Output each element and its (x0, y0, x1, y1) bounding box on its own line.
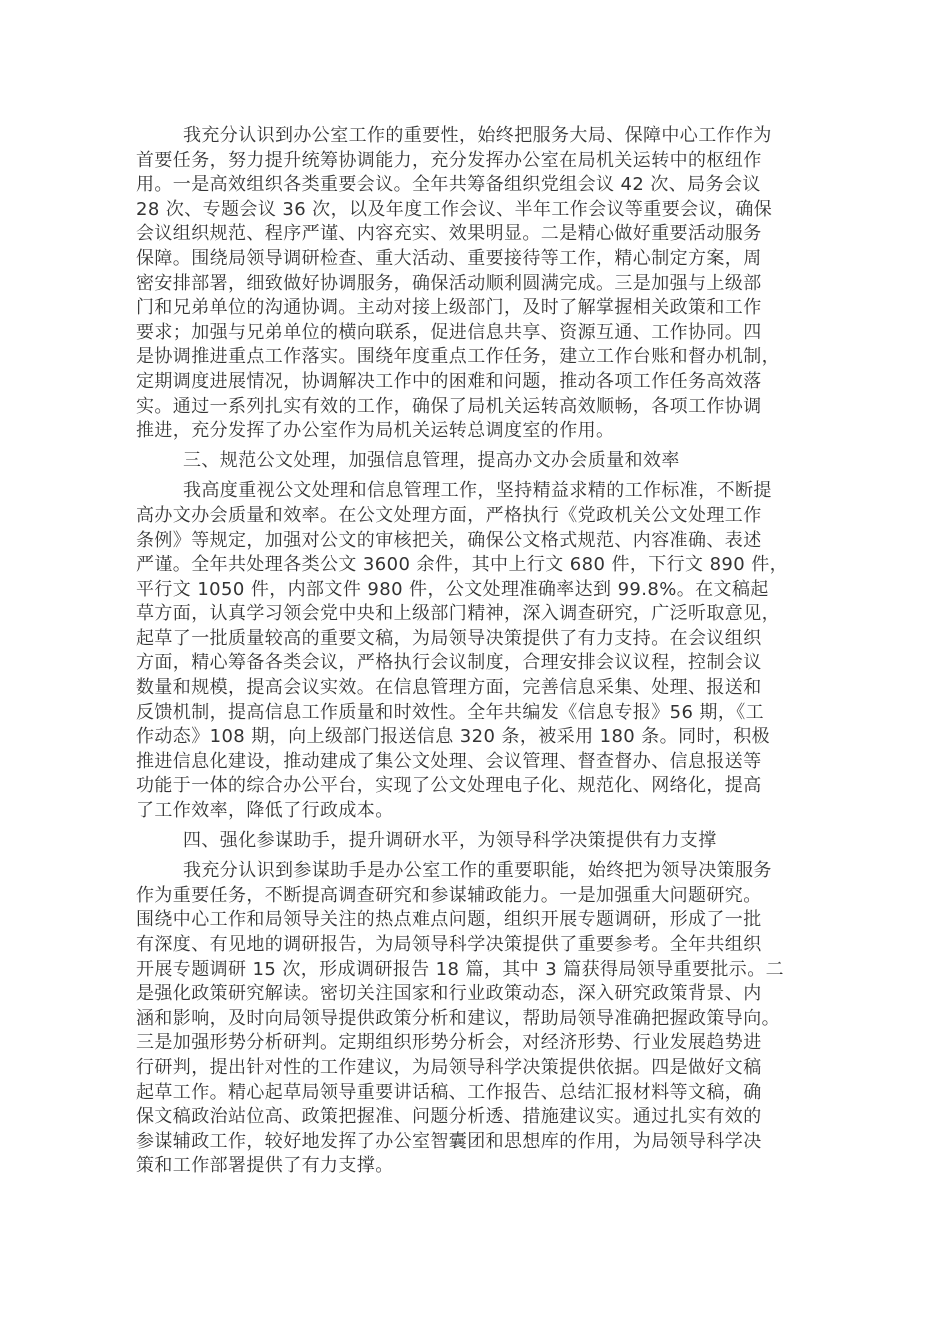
text-line: 反馈机制，提高信息工作质量和时效性。全年共编发《信息专报》56 期，《工 (136, 701, 765, 723)
text-line: 功能于一体的综合办公平台，实现了公文处理电子化、规范化、网络化，提高 (136, 775, 762, 797)
text-line: 保文稿政治站位高、政策把握准、问题分析透、措施建议实。通过扎实有效的 (136, 1106, 762, 1128)
text-line: 是强化政策研究解读。密切关注国家和行业政策动态，深入研究政策背景、内 (136, 983, 762, 1005)
heading-text: 三、规范公文处理，加强信息管理，提高办文办会质量和效率 (183, 450, 680, 472)
text-line: 我充分认识到办公室工作的重要性，始终把服务大局、保障中心工作作为 (183, 125, 772, 146)
text-line: 围绕中心工作和局领导关注的热点难点问题，组织开展专题调研，形成了一批 (136, 909, 762, 931)
text-line: 作为重要任务，不断提高调查研究和参谋辅政能力。一是加强重大问题研究。 (136, 884, 762, 906)
text-line: 要求；加强与兄弟单位的横向联系，促进信息共享、资源互通、工作协同。四 (136, 321, 762, 343)
text-line: 平行文 1050 件，内部文件 980 件，公文处理准确率达到 99.8%。在文稿起 (136, 578, 769, 600)
text-line: 起草了一批质量较高的重要文稿，为局领导决策提供了有力支持。在会议组织 (136, 627, 762, 649)
text-line: 实。通过一系列扎实有效的工作，确保了局机关运转高效顺畅，各项工作协调 (136, 395, 762, 417)
text-line: 开展专题调研 15 次，形成调研报告 18 篇，其中 3 篇获得局领导重要批示。二 (136, 958, 784, 980)
text-line: 高办文办会质量和效率。在公文处理方面，严格执行《党政机关公文处理工作 (136, 504, 762, 526)
body-paragraph (136, 124, 806, 444)
text-line: 会议组织规范、程序严谨、内容充实、效果明显。二是精心做好重要活动服务 (136, 223, 762, 245)
text-line: 用。一是高效组织各类重要会议。全年共筹备组织党组会议 42 次、局务会议 (136, 174, 761, 196)
text-line: 28 次、专题会议 36 次，以及年度工作会议、半年工作会议等重要会议，确保 (136, 198, 773, 220)
text-line: 行研判，提出针对性的工作建议，为局领导科学决策提供依据。四是做好文稿 (136, 1056, 762, 1078)
body-paragraph (136, 479, 806, 823)
text-line: 数量和规模，提高会议实效。在信息管理方面，完善信息采集、处理、报送和 (136, 677, 762, 699)
text-line: 有深度、有见地的调研报告，为局领导科学决策提供了重要参考。全年共组织 (136, 934, 762, 955)
text-line: 是协调推进重点工作落实。围绕年度重点工作任务，建立工作台账和督办机制， (136, 346, 780, 368)
section-heading (136, 829, 806, 854)
text-line: 我高度重视公文处理和信息管理工作，坚持精益求精的工作标准，不断提 (183, 480, 772, 502)
text-line: 我充分认识到参谋助手是办公室工作的重要职能，始终把为领导决策服务 (183, 860, 772, 882)
section-heading (136, 449, 806, 474)
text-line: 作动态》108 期，向上级部门报送信息 320 条，被采用 180 条。同时，积极 (136, 726, 771, 748)
text-line: 起草工作。精心起草局领导重要讲话稿、工作报告、总结汇报材料等文稿，确 (136, 1081, 762, 1103)
text-line: 条例》等规定，加强对公文的审核把关，确保公文格式规范、内容准确、表述 (136, 529, 762, 551)
text-line: 推进，充分发挥了办公室作为局机关运转总调度室的作用。 (136, 420, 615, 442)
text-line: 严谨。全年共处理各类公文 3600 余件，其中上行文 680 件，下行文 890 件， (136, 554, 789, 576)
text-line: 了工作效率，降低了行政成本。 (136, 800, 394, 822)
text-line: 策和工作部署提供了有力支撑。 (136, 1155, 394, 1177)
document-page (136, 124, 806, 1184)
text-line: 首要任务，努力提升统筹协调能力，充分发挥办公室在局机关运转中的枢纽作 (136, 149, 762, 171)
text-line: 密安排部署，细致做好协调服务，确保活动顺利圆满完成。三是加强与上级部 (136, 272, 762, 294)
text-line: 方面，精心筹备各类会议，严格执行会议制度，合理安排会议议程，控制会议 (136, 652, 762, 674)
body-paragraph (136, 859, 806, 1179)
text-line: 保障。围绕局领导调研检查、重大活动、重要接待等工作，精心制定方案，周 (136, 247, 762, 269)
text-line: 草方面，认真学习领会党中央和上级部门精神，深入调查研究，广泛听取意见， (136, 603, 780, 625)
text-line: 涵和影响，及时向局领导提供政策分析和建议，帮助局领导准确把握政策导向。 (136, 1007, 780, 1029)
text-line: 三是加强形势分析研判。定期组织形势分析会，对经济形势、行业发展趋势进 (136, 1032, 762, 1054)
text-line: 门和兄弟单位的沟通协调。主动对接上级部门，及时了解掌握相关政策和工作 (136, 297, 762, 319)
text-line: 定期调度进展情况，协调解决工作中的困难和问题，推动各项工作任务高效落 (136, 370, 762, 392)
text-line: 推进信息化建设，推动建成了集公文处理、会议管理、督查督办、信息报送等 (136, 750, 762, 772)
text-line: 参谋辅政工作，较好地发挥了办公室智囊团和思想库的作用，为局领导科学决 (136, 1130, 762, 1152)
heading-text: 四、强化参谋助手，提升调研水平，为领导科学决策提供有力支撑 (183, 830, 717, 852)
